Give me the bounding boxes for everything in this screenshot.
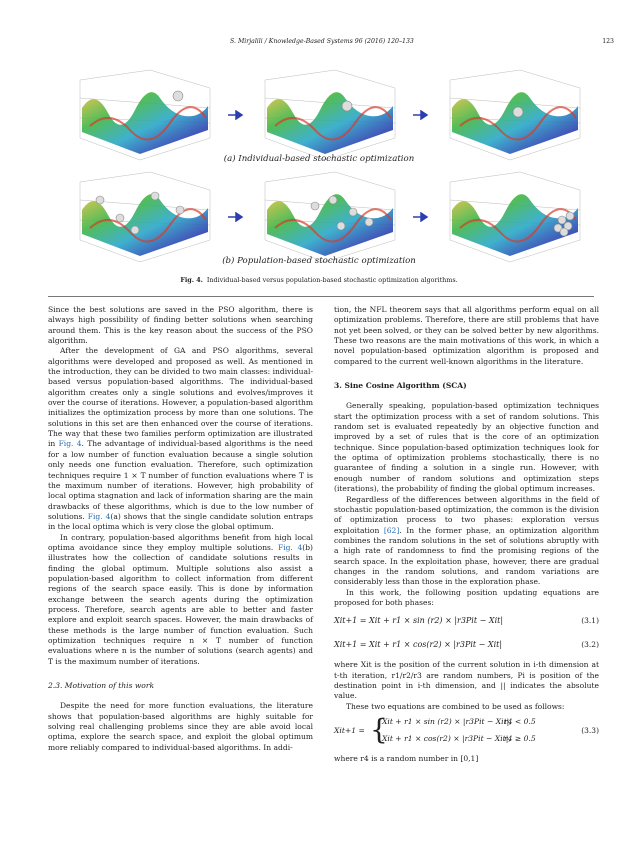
surface-plot-b3 (430, 170, 590, 270)
brace-symbol: { (370, 713, 388, 746)
paragraph: tion, the NFL theorem says that all algorithms perform equal on all optimization problems. Therefore, there are still problems that have not yet been solved, or they can be solved better by new algorithms. These two reasons are the main motivations of this work, in which a novel population-based optimization algorithm is proposed and compared to the current well-known algorithms in the literature. (334, 305, 599, 366)
paragraph: where Xit is the position of the current solution in i-th dimension at t-th iteration, r1/r2/r3 are random numbers, Pi is position of the destination point in i-th dimension, and || indicates the absolute value. (334, 660, 599, 701)
page-number: 123 (602, 38, 614, 45)
paragraph: In this work, the following position updating equations are proposed for both phases: (334, 587, 599, 607)
fig-4-link[interactable]: Fig. 4 (277, 542, 303, 552)
subcaption-a: (a) Individual-based stochastic optimization (223, 154, 415, 164)
arrow-right-icon (228, 110, 244, 120)
paragraph: Despite the need for more function evaluations, the literature shows that population-based algorithms are highly suitable for solving real challenging problems since they are able avoid local optima, explore the search space, and exploit the global optimum more reliably compared to individual-based algorithms. In addi- (48, 701, 313, 752)
paragraph: Since the best solutions are saved in the PSO algorithm, there is always high possibility of finding better solutions when searching around them. This is the key reason about the success of the PSO algorithm. (48, 305, 313, 346)
surface-plot-a1 (60, 68, 220, 168)
equation-number: (3.1) (581, 616, 599, 626)
left-column (48, 305, 313, 753)
section-heading: 3. Sine Cosine Algorithm (SCA) (334, 381, 467, 391)
surface-plot-a2 (245, 68, 405, 168)
figure-row-population (60, 170, 580, 270)
reference-link[interactable]: [62] (383, 525, 400, 535)
subcaption-b: (b) Population-based stochastic optimization (222, 256, 416, 266)
surface-plot-b2 (245, 170, 405, 270)
paragraph: In contrary, population-based algorithms benefit from high local optima avoidance since they employ multiple solutions. Fig. 4(b) illustrates how the collection of candidate solutions results in finding the global optimum. Multiple solutions also assist a population-based algorithm to collect information from different regions of the search space easily. This is done by information exchange between the search agents during the optimization process. Therefore, search agents are able to better and faster explore and exploit search spaces. However, the main drawbacks of these methods is the large number of function evaluation. Such optimization techniques require n × T number of function evaluations where n is the number of solutions (search agents) and T is the maximum number of iterations. (48, 532, 313, 666)
arrow-right-icon (413, 110, 429, 120)
paragraph: Generally speaking, population-based optimization techniques start the optimization process with a set of random solutions. This random set is evaluated repeatedly by an objective function and improved by a set of rules that is the core of an optimization technique. Since population-based optimization techniques look for the optima of optimization problems stochastically, there is no guarantee of finding a solution in a single run. However, with enough number of random solutions and optimization steps (iterations), the probability of finding the global optimum increases. (334, 401, 599, 494)
fig-4-link[interactable]: Fig. 4 (87, 511, 111, 521)
figure-caption (0, 276, 638, 284)
right-column (334, 305, 599, 764)
paragraph: Regardless of the differences between algorithms in the field of stochastic population-based optimization, the common is the division of optimization process to two phases: exploration versus exploitation [62]. In the former phase, an optimization algorithm combines the random solutions in the set of solutions abruptly with a high rate of randomness to find the promising regions of the search space. In the exploitation phase, however, there are gradual changes in the random solutions, and random variations are considerably less than those in the exploration phase. (334, 494, 599, 587)
divider (48, 296, 594, 297)
paragraph: These two equations are combined to be used as follows: (346, 701, 565, 711)
arrow-right-icon (228, 212, 244, 222)
figure-row-individual (60, 68, 580, 168)
equation-3-2: Xit+1 = Xit + r1 × cos(r2) × |r3Pit − Xit| (3.2) (334, 640, 599, 650)
fig-4-link[interactable]: Fig. 4 (58, 439, 82, 449)
paragraph: where r4 is a random number in [0,1] (334, 754, 479, 763)
equation-3-3: Xit+1 = { Xit + r1 × sin (r2) × |r3Pit − Xit|, r4 < 0.5 Xit + r1 × cos(r2) × |r3Pit − Xit|, r4 ≥ 0.5 (3.3) (334, 713, 599, 746)
arrow-right-icon (413, 212, 429, 222)
surface-plot-a3 (430, 68, 590, 168)
journal-citation: S. Mirjalili / Knowledge-Based Systems 96 (2016) 120–133 (230, 38, 414, 45)
equation-number: (3.2) (581, 640, 599, 650)
figure-caption-text: Individual-based versus population-based stochastic optimization algorithms. (206, 276, 458, 284)
subsection-heading: 2.3. Motivation of this work (48, 681, 155, 691)
equation-3-1: Xit+1 = Xit + r1 × sin (r2) × |r3Pit − Xit| (3.1) (334, 616, 599, 626)
surface-plot-b1 (60, 170, 220, 270)
equation-number: (3.3) (581, 726, 599, 735)
paragraph: After the development of GA and PSO algorithms, several algorithms were developed and proposed as well. As mentioned in the introduction, they can be divided to two main classes: individual-based versus population-based algorithms. The individual-based algorithm creates only a single solutions and evolves/improves it over the course of iterations. However, a population-based algorithm initializes the optimization process by more than one solutions. The solutions in this set are then enhanced over the course of iterations. The way that these two families perform optimization are illustrated in Fig. 4. The advantage of individual-based algorithms is the need for a low number of function evaluation because a single solution only needs one function evaluation. Therefore, such optimization techniques require 1 × T number of function evaluations where T is the maximum number of iterations. However, high probability of local optima stagnation and lack of information sharing are the main drawbacks of these algorithms, which is due to the low number of solutions. Fig. 4(a) shows that the single candidate solution entraps in the local optima which is very close the global optimum. (48, 346, 313, 532)
figure-label: Fig. 4. (180, 276, 203, 284)
running-header (0, 38, 638, 52)
